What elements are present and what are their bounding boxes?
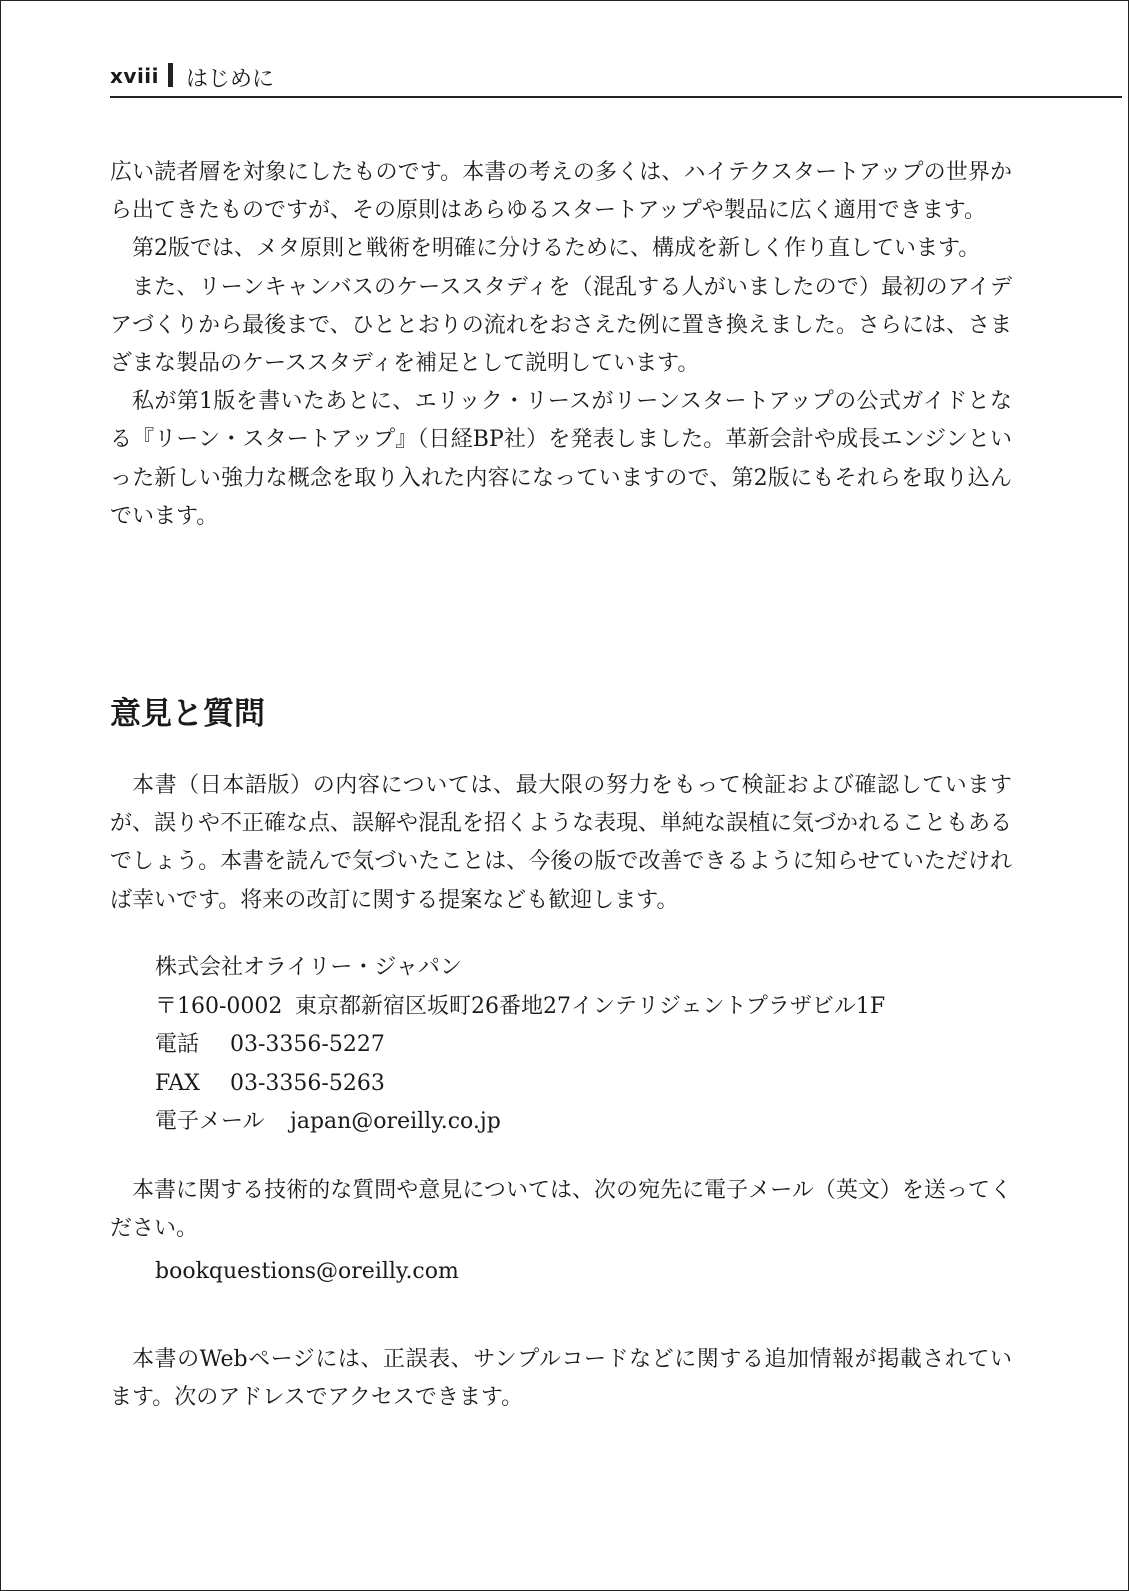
tech-questions-email: bookquestions@oreilly.com [155, 1259, 459, 1284]
feedback-paragraph-container [110, 767, 1012, 920]
paragraph: 本書のWebページには、正誤表、サンプルコードなどに関する追加情報が掲載されています。次のアドレスでアクセスできます。 [110, 1347, 1012, 1411]
fax-row [155, 1065, 885, 1104]
paragraph: また、リーンキャンバスのケーススタディを（混乱する人がいましたので）最初のアイデアづくりから最後まで、ひととおりの流れをおさえた例に置き換えました。さらには、さまざまな製品のケーススタディを補足として説明しています。 [110, 274, 1012, 377]
web-info-container [110, 1319, 1012, 1439]
chapter-title: はじめに [186, 67, 275, 92]
tech-questions-container [110, 1150, 1012, 1270]
street-address: 東京都新宿区坂町26番地27インテリジェントプラザビル1F [295, 993, 886, 1019]
phone-label: 電話 [155, 1032, 200, 1057]
email-address: japan@oreilly.co.jp [290, 1109, 501, 1134]
phone-number: 03-3356-5227 [230, 1032, 385, 1057]
email-label: 電子メール [155, 1109, 265, 1134]
fax-number: 03-3356-5263 [230, 1070, 385, 1096]
postal-address [155, 988, 885, 1027]
intro-continuation [110, 154, 1012, 536]
postal-code: 〒160-0002 [155, 993, 283, 1019]
paragraph: 私が第1版を書いたあとに、エリック・リースがリーンスタートアップの公式ガイドとなる『リーン・スタートアップ』（日経BP社）を発表しました。革新会計や成長エンジンといった新しい強力な概念を取り入れた内容になっていますので、第2版にもそれらを取り込んでいます。 [110, 389, 1012, 529]
phone-row [155, 1026, 885, 1065]
paragraph: 広い読者層を対象にしたものです。本書の考えの多くは、ハイテクスタートアップの世界から出てきたものですが、その原則はあらゆるスタートアップや製品に広く適用できます。 [110, 160, 1012, 224]
company-name: 株式会社オライリー・ジャパン [155, 955, 462, 980]
contact-address-block [155, 949, 885, 1142]
header-divider-bar [168, 63, 173, 87]
fax-label: FAX [155, 1070, 200, 1096]
paragraph: 本書に関する技術的な質問や意見については、次の宛先に電子メール（英文）を送ってください。 [110, 1178, 1012, 1242]
running-header [110, 60, 1122, 98]
email-row [155, 1103, 885, 1142]
page-number: xviii [110, 64, 160, 88]
section-heading: 意見と質問 [110, 696, 265, 732]
paragraph: 本書（日本語版）の内容については、最大限の努力をもって検証および確認していますが、誤りや不正確な点、誤解や混乱を招くような表現、単純な誤植に気づかれることもあるでしょう。本書を読んで気づいたことは、今後の版で改善できるように知らせていただければ幸いです。将来の改訂に関する提案なども歓迎します。 [110, 773, 1013, 913]
paragraph: 第2版では、メタ原則と戦術を明確に分けるために、構成を新しく作り直しています。 [132, 236, 981, 262]
